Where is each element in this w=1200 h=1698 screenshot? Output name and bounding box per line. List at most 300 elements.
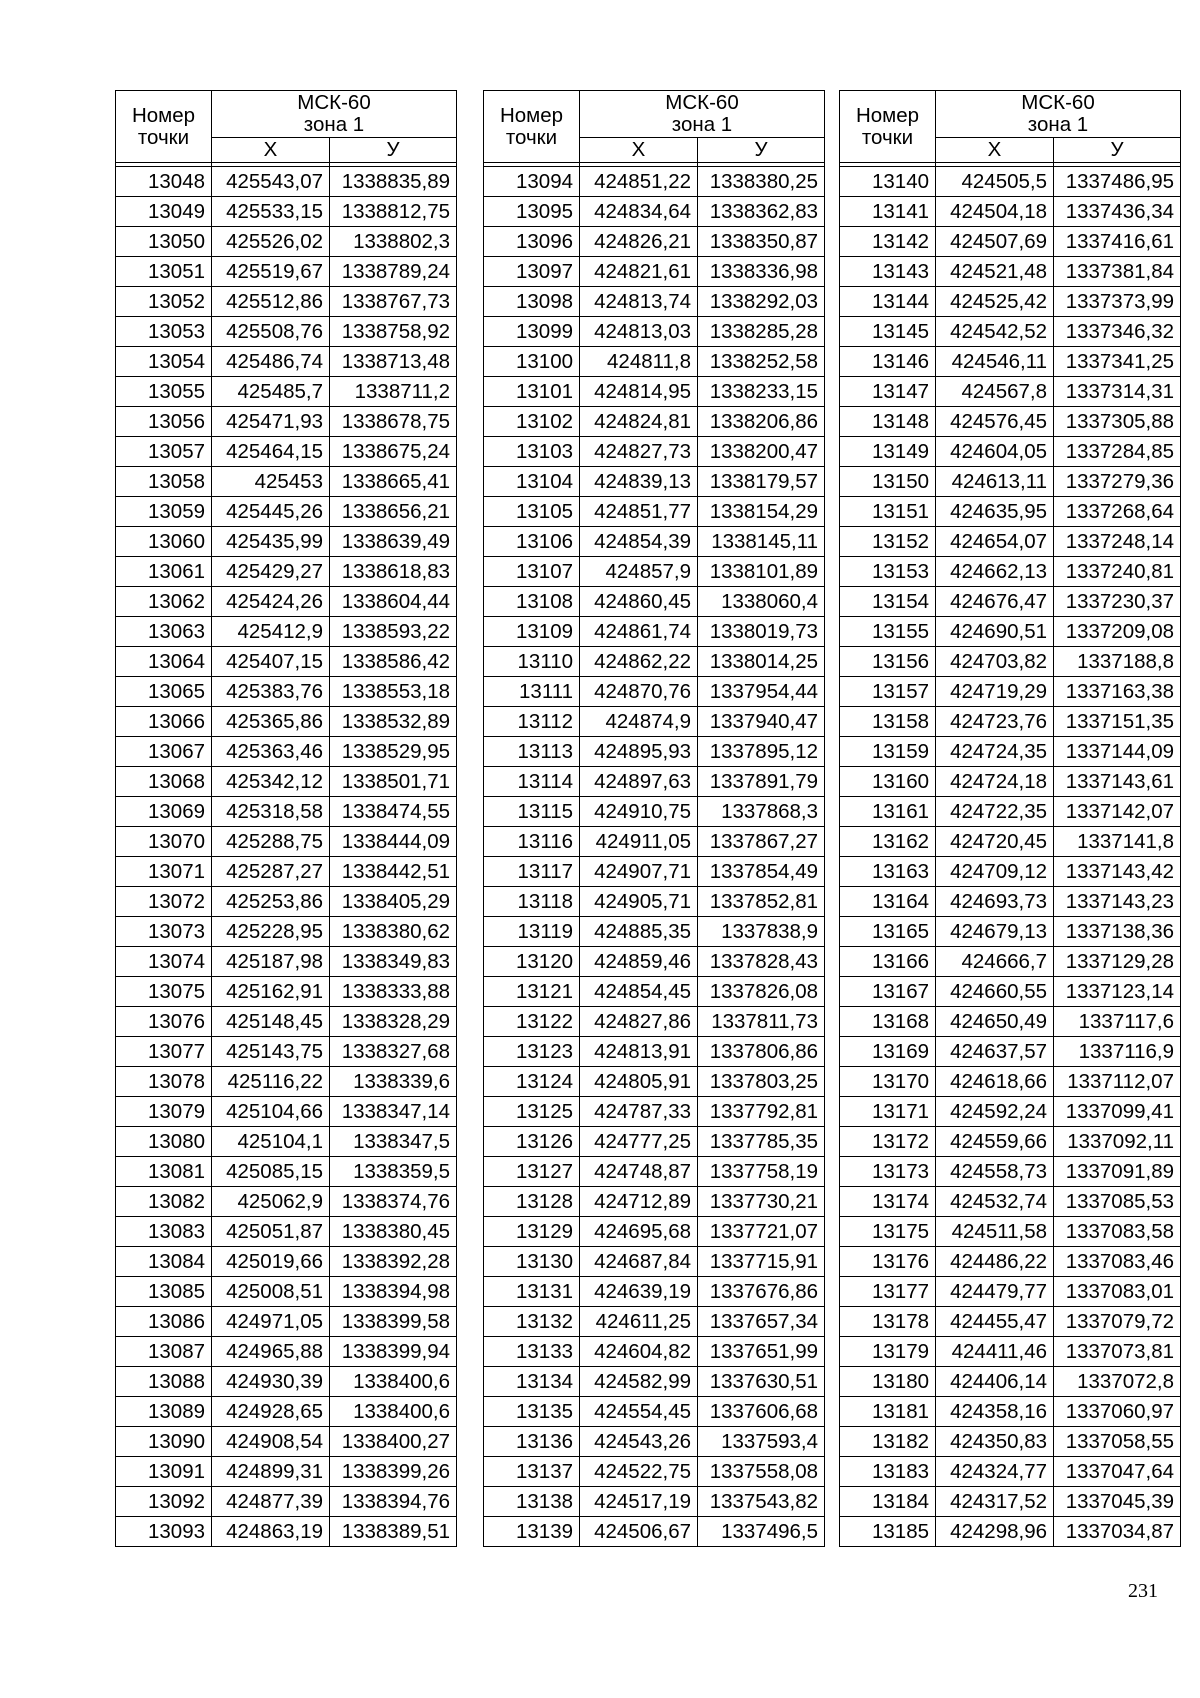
y-coordinate-cell: 1337116,9 <box>1054 1037 1181 1067</box>
x-coordinate-cell: 424324,77 <box>936 1457 1054 1487</box>
y-coordinate-cell: 1337091,89 <box>1054 1157 1181 1187</box>
table-row <box>484 407 825 437</box>
x-coordinate-cell: 425526,02 <box>212 227 330 257</box>
table-row <box>116 797 457 827</box>
x-coordinate-cell: 424813,03 <box>580 317 698 347</box>
table-row <box>116 857 457 887</box>
x-coordinate-cell: 424826,21 <box>580 227 698 257</box>
y-coordinate-cell: 1338618,83 <box>330 557 457 587</box>
table-row <box>116 587 457 617</box>
table-row <box>484 1067 825 1097</box>
point-number-cell: 13121 <box>484 977 580 1007</box>
point-number-cell: 13048 <box>116 167 212 197</box>
y-coordinate-cell: 1338374,76 <box>330 1187 457 1217</box>
y-coordinate-cell: 1338233,15 <box>698 377 825 407</box>
y-coordinate-cell: 1338392,28 <box>330 1247 457 1277</box>
y-coordinate-cell: 1337117,6 <box>1054 1007 1181 1037</box>
point-number-cell: 13162 <box>840 827 936 857</box>
table-row <box>840 797 1181 827</box>
x-coordinate-cell: 424719,29 <box>936 677 1054 707</box>
x-coordinate-cell: 424910,75 <box>580 797 698 827</box>
table-row <box>484 287 825 317</box>
point-number-cell: 13161 <box>840 797 936 827</box>
point-number-cell: 13124 <box>484 1067 580 1097</box>
point-number-cell: 13091 <box>116 1457 212 1487</box>
y-coordinate-cell: 1338399,26 <box>330 1457 457 1487</box>
y-coordinate-cell: 1337279,36 <box>1054 467 1181 497</box>
y-coordinate-cell: 1338394,76 <box>330 1487 457 1517</box>
y-coordinate-cell: 1338442,51 <box>330 857 457 887</box>
y-coordinate-cell: 1337083,58 <box>1054 1217 1181 1247</box>
table-row <box>840 527 1181 557</box>
x-coordinate-cell: 425424,26 <box>212 587 330 617</box>
x-coordinate-cell: 424576,45 <box>936 407 1054 437</box>
point-number-cell: 13132 <box>484 1307 580 1337</box>
y-coordinate-cell: 1337792,81 <box>698 1097 825 1127</box>
x-coordinate-cell: 424787,33 <box>580 1097 698 1127</box>
y-coordinate-cell: 1337730,21 <box>698 1187 825 1217</box>
y-coordinate-cell: 1337803,25 <box>698 1067 825 1097</box>
x-coordinate-cell: 424317,52 <box>936 1487 1054 1517</box>
point-number-cell: 13139 <box>484 1517 580 1547</box>
table-row <box>840 227 1181 257</box>
table-row <box>484 257 825 287</box>
table-row <box>484 467 825 497</box>
point-number-cell: 13082 <box>116 1187 212 1217</box>
point-number-cell: 13102 <box>484 407 580 437</box>
x-coordinate-cell: 424554,45 <box>580 1397 698 1427</box>
x-coordinate-cell: 424703,82 <box>936 647 1054 677</box>
x-coordinate-cell: 424720,45 <box>936 827 1054 857</box>
point-number-cell: 13109 <box>484 617 580 647</box>
y-coordinate-cell: 1337651,99 <box>698 1337 825 1367</box>
x-column-header: Х <box>580 138 698 163</box>
y-coordinate-cell: 1338399,58 <box>330 1307 457 1337</box>
point-number-cell: 13180 <box>840 1367 936 1397</box>
y-coordinate-cell: 1338347,14 <box>330 1097 457 1127</box>
y-coordinate-cell: 1337144,09 <box>1054 737 1181 767</box>
table-row <box>116 437 457 467</box>
x-coordinate-cell: 424930,39 <box>212 1367 330 1397</box>
point-number-cell: 13112 <box>484 707 580 737</box>
x-coordinate-cell: 425365,86 <box>212 707 330 737</box>
x-coordinate-cell: 425051,87 <box>212 1217 330 1247</box>
table-body <box>116 163 457 1547</box>
y-coordinate-cell: 1337811,73 <box>698 1007 825 1037</box>
y-coordinate-cell: 1337073,81 <box>1054 1337 1181 1367</box>
table-row <box>840 1337 1181 1367</box>
y-coordinate-cell: 1337721,07 <box>698 1217 825 1247</box>
y-coordinate-cell: 1337895,12 <box>698 737 825 767</box>
x-coordinate-cell: 424851,22 <box>580 167 698 197</box>
y-column-header: У <box>1054 138 1181 163</box>
x-coordinate-cell: 425383,76 <box>212 677 330 707</box>
x-coordinate-cell: 424411,46 <box>936 1337 1054 1367</box>
y-coordinate-cell: 1338327,68 <box>330 1037 457 1067</box>
x-coordinate-cell: 425104,1 <box>212 1127 330 1157</box>
table-row <box>116 1427 457 1457</box>
y-coordinate-cell: 1337112,07 <box>1054 1067 1181 1097</box>
point-number-cell: 13090 <box>116 1427 212 1457</box>
x-coordinate-cell: 425253,86 <box>212 887 330 917</box>
y-coordinate-cell: 1338362,83 <box>698 197 825 227</box>
point-number-cell: 13134 <box>484 1367 580 1397</box>
table-row <box>484 737 825 767</box>
point-number-cell: 13103 <box>484 437 580 467</box>
x-coordinate-cell: 425464,15 <box>212 437 330 467</box>
y-coordinate-cell: 1338586,42 <box>330 647 457 677</box>
table-row <box>840 977 1181 1007</box>
y-coordinate-cell: 1337305,88 <box>1054 407 1181 437</box>
table-row <box>840 1097 1181 1127</box>
point-number-cell: 13110 <box>484 647 580 677</box>
system-zone: зона 1 <box>1027 113 1089 136</box>
point-number-cell: 13157 <box>840 677 936 707</box>
y-coordinate-cell: 1338060,4 <box>698 587 825 617</box>
point-number-cell: 13122 <box>484 1007 580 1037</box>
point-number-cell: 13065 <box>116 677 212 707</box>
point-number-cell: 13113 <box>484 737 580 767</box>
point-number-cell: 13146 <box>840 347 936 377</box>
y-coordinate-cell: 1338553,18 <box>330 677 457 707</box>
point-number-cell: 13185 <box>840 1517 936 1547</box>
y-coordinate-cell: 1337209,08 <box>1054 617 1181 647</box>
table-row <box>116 1457 457 1487</box>
table-row <box>484 1487 825 1517</box>
table-row <box>484 317 825 347</box>
x-coordinate-cell: 424505,5 <box>936 167 1054 197</box>
table-row <box>840 1367 1181 1397</box>
x-coordinate-cell: 424814,95 <box>580 377 698 407</box>
coordinate-system-header <box>212 91 457 138</box>
table-row <box>840 1187 1181 1217</box>
table-row <box>484 1127 825 1157</box>
x-coordinate-cell: 424690,51 <box>936 617 1054 647</box>
x-coordinate-cell: 424506,67 <box>580 1517 698 1547</box>
x-coordinate-cell: 424517,19 <box>580 1487 698 1517</box>
point-number-cell: 13164 <box>840 887 936 917</box>
y-coordinate-cell: 1338380,45 <box>330 1217 457 1247</box>
point-number-cell: 13165 <box>840 917 936 947</box>
table-row <box>840 437 1181 467</box>
point-number-cell: 13159 <box>840 737 936 767</box>
y-coordinate-cell: 1337034,87 <box>1054 1517 1181 1547</box>
table-row <box>840 1037 1181 1067</box>
table-row <box>116 527 457 557</box>
table-row <box>484 437 825 467</box>
table-row <box>840 1067 1181 1097</box>
y-coordinate-cell: 1337047,64 <box>1054 1457 1181 1487</box>
y-coordinate-cell: 1338444,09 <box>330 827 457 857</box>
table-row <box>116 707 457 737</box>
system-name: МСК-60 <box>1021 91 1095 114</box>
point-number-cell: 13085 <box>116 1277 212 1307</box>
point-number-cell: 13066 <box>116 707 212 737</box>
point-number-cell: 13138 <box>484 1487 580 1517</box>
point-number-cell: 13156 <box>840 647 936 677</box>
x-coordinate-cell: 425363,46 <box>212 737 330 767</box>
x-coordinate-cell: 424777,25 <box>580 1127 698 1157</box>
y-coordinate-cell: 1338767,73 <box>330 287 457 317</box>
table-row <box>840 617 1181 647</box>
table-row <box>484 227 825 257</box>
y-coordinate-cell: 1338501,71 <box>330 767 457 797</box>
x-coordinate-cell: 425104,66 <box>212 1097 330 1127</box>
y-coordinate-cell: 1338019,73 <box>698 617 825 647</box>
point-number-cell: 13089 <box>116 1397 212 1427</box>
table-row <box>116 1007 457 1037</box>
x-coordinate-cell: 424859,46 <box>580 947 698 977</box>
y-coordinate-cell: 1337436,34 <box>1054 197 1181 227</box>
point-number-cell: 13114 <box>484 767 580 797</box>
point-number-cell: 13107 <box>484 557 580 587</box>
table-row <box>840 1127 1181 1157</box>
y-coordinate-cell: 1337676,86 <box>698 1277 825 1307</box>
point-number-cell: 13178 <box>840 1307 936 1337</box>
point-number-cell: 13175 <box>840 1217 936 1247</box>
x-coordinate-cell: 425085,15 <box>212 1157 330 1187</box>
y-coordinate-cell: 1338656,21 <box>330 497 457 527</box>
y-coordinate-cell: 1337188,8 <box>1054 647 1181 677</box>
point-number-cell: 13080 <box>116 1127 212 1157</box>
y-coordinate-cell: 1337838,9 <box>698 917 825 947</box>
x-coordinate-cell: 424542,52 <box>936 317 1054 347</box>
point-number-cell: 13111 <box>484 677 580 707</box>
point-number-cell: 13078 <box>116 1067 212 1097</box>
table-row <box>484 1097 825 1127</box>
x-coordinate-cell: 424567,8 <box>936 377 1054 407</box>
x-coordinate-cell: 424558,73 <box>936 1157 1054 1187</box>
y-coordinate-cell: 1337129,28 <box>1054 947 1181 977</box>
y-coordinate-cell: 1337828,43 <box>698 947 825 977</box>
x-coordinate-cell: 424486,22 <box>936 1247 1054 1277</box>
point-number-cell: 13071 <box>116 857 212 887</box>
point-number-cell: 13176 <box>840 1247 936 1277</box>
y-coordinate-cell: 1337715,91 <box>698 1247 825 1277</box>
table-row <box>116 407 457 437</box>
point-number-cell: 13172 <box>840 1127 936 1157</box>
x-coordinate-cell: 424695,68 <box>580 1217 698 1247</box>
table-row <box>840 1427 1181 1457</box>
y-coordinate-cell: 1338400,6 <box>330 1367 457 1397</box>
point-number-header <box>116 91 212 163</box>
x-coordinate-cell: 424676,47 <box>936 587 1054 617</box>
x-coordinate-cell: 424406,14 <box>936 1367 1054 1397</box>
y-coordinate-cell: 1337558,08 <box>698 1457 825 1487</box>
table-row <box>484 347 825 377</box>
y-coordinate-cell: 1337416,61 <box>1054 227 1181 257</box>
x-coordinate-cell: 424723,76 <box>936 707 1054 737</box>
point-number-cell: 13079 <box>116 1097 212 1127</box>
point-number-cell: 13137 <box>484 1457 580 1487</box>
y-coordinate-cell: 1338389,51 <box>330 1517 457 1547</box>
y-coordinate-cell: 1337854,49 <box>698 857 825 887</box>
y-coordinate-cell: 1337346,32 <box>1054 317 1181 347</box>
y-coordinate-cell: 1337163,38 <box>1054 677 1181 707</box>
coordinate-system-header <box>936 91 1181 138</box>
x-coordinate-cell: 425445,26 <box>212 497 330 527</box>
x-coordinate-cell: 425148,45 <box>212 1007 330 1037</box>
point-number-cell: 13148 <box>840 407 936 437</box>
table-row <box>116 1337 457 1367</box>
table-row <box>116 947 457 977</box>
y-coordinate-cell: 1337630,51 <box>698 1367 825 1397</box>
y-coordinate-cell: 1338678,75 <box>330 407 457 437</box>
point-number-cell: 13149 <box>840 437 936 467</box>
point-number-cell: 13115 <box>484 797 580 827</box>
point-number-cell: 13054 <box>116 347 212 377</box>
y-coordinate-cell: 1337826,08 <box>698 977 825 1007</box>
point-number-cell: 13170 <box>840 1067 936 1097</box>
table-row <box>116 647 457 677</box>
y-coordinate-cell: 1337806,86 <box>698 1037 825 1067</box>
y-coordinate-cell: 1338101,89 <box>698 557 825 587</box>
table-body <box>484 163 825 1547</box>
table-row <box>840 467 1181 497</box>
x-coordinate-cell: 424827,73 <box>580 437 698 467</box>
x-coordinate-cell: 424899,31 <box>212 1457 330 1487</box>
y-coordinate-cell: 1338200,47 <box>698 437 825 467</box>
y-coordinate-cell: 1338145,11 <box>698 527 825 557</box>
table-row <box>840 1007 1181 1037</box>
y-coordinate-cell: 1338675,24 <box>330 437 457 467</box>
x-coordinate-cell: 424604,05 <box>936 437 1054 467</box>
point-label-line1: Номер <box>855 103 920 127</box>
x-coordinate-cell: 425453 <box>212 467 330 497</box>
x-coordinate-cell: 425512,86 <box>212 287 330 317</box>
table-row <box>484 1187 825 1217</box>
table-row <box>484 1427 825 1457</box>
table-row <box>840 407 1181 437</box>
x-coordinate-cell: 424611,25 <box>580 1307 698 1337</box>
point-number-header <box>484 91 580 163</box>
point-number-cell: 13141 <box>840 197 936 227</box>
point-number-cell: 13119 <box>484 917 580 947</box>
table-row <box>840 317 1181 347</box>
point-number-cell: 13153 <box>840 557 936 587</box>
y-coordinate-cell: 1337785,35 <box>698 1127 825 1157</box>
y-coordinate-cell: 1338405,29 <box>330 887 457 917</box>
table-row <box>484 617 825 647</box>
x-coordinate-cell: 424679,13 <box>936 917 1054 947</box>
table-row <box>116 227 457 257</box>
y-coordinate-cell: 1337083,46 <box>1054 1247 1181 1277</box>
x-coordinate-cell: 425143,75 <box>212 1037 330 1067</box>
table-row <box>484 887 825 917</box>
point-number-cell: 13169 <box>840 1037 936 1067</box>
y-coordinate-cell: 1337940,47 <box>698 707 825 737</box>
point-number-cell: 13144 <box>840 287 936 317</box>
table-row <box>484 1337 825 1367</box>
point-number-cell: 13077 <box>116 1037 212 1067</box>
x-coordinate-cell: 424811,8 <box>580 347 698 377</box>
y-coordinate-cell: 1337593,4 <box>698 1427 825 1457</box>
point-number-cell: 13084 <box>116 1247 212 1277</box>
point-number-cell: 13160 <box>840 767 936 797</box>
y-coordinate-cell: 1337284,85 <box>1054 437 1181 467</box>
y-coordinate-cell: 1338347,5 <box>330 1127 457 1157</box>
table-row <box>484 1367 825 1397</box>
table-row <box>840 1397 1181 1427</box>
x-coordinate-cell: 424813,91 <box>580 1037 698 1067</box>
point-number-cell: 13152 <box>840 527 936 557</box>
point-number-cell: 13049 <box>116 197 212 227</box>
point-number-cell: 13155 <box>840 617 936 647</box>
point-number-cell: 13118 <box>484 887 580 917</box>
y-coordinate-cell: 1337060,97 <box>1054 1397 1181 1427</box>
table-row <box>840 1277 1181 1307</box>
x-coordinate-cell: 424907,71 <box>580 857 698 887</box>
point-number-cell: 13067 <box>116 737 212 767</box>
point-number-cell: 13051 <box>116 257 212 287</box>
point-number-cell: 13099 <box>484 317 580 347</box>
table-row <box>840 497 1181 527</box>
point-number-cell: 13064 <box>116 647 212 677</box>
x-coordinate-cell: 424877,39 <box>212 1487 330 1517</box>
point-number-cell: 13133 <box>484 1337 580 1367</box>
y-coordinate-cell: 1338339,6 <box>330 1067 457 1097</box>
y-coordinate-cell: 1338604,44 <box>330 587 457 617</box>
point-number-cell: 13135 <box>484 1397 580 1427</box>
x-coordinate-cell: 425485,7 <box>212 377 330 407</box>
point-number-cell: 13061 <box>116 557 212 587</box>
point-number-cell: 13151 <box>840 497 936 527</box>
point-number-cell: 13129 <box>484 1217 580 1247</box>
x-coordinate-cell: 424824,81 <box>580 407 698 437</box>
y-coordinate-cell: 1338713,48 <box>330 347 457 377</box>
y-coordinate-cell: 1337314,31 <box>1054 377 1181 407</box>
x-coordinate-cell: 424543,26 <box>580 1427 698 1457</box>
y-coordinate-cell: 1338400,6 <box>330 1397 457 1427</box>
x-coordinate-cell: 424654,07 <box>936 527 1054 557</box>
table-row <box>840 587 1181 617</box>
x-coordinate-cell: 424897,63 <box>580 767 698 797</box>
point-number-cell: 13184 <box>840 1487 936 1517</box>
x-coordinate-cell: 424455,47 <box>936 1307 1054 1337</box>
x-coordinate-cell: 424928,65 <box>212 1397 330 1427</box>
y-coordinate-cell: 1338359,5 <box>330 1157 457 1187</box>
point-number-cell: 13174 <box>840 1187 936 1217</box>
x-coordinate-cell: 425162,91 <box>212 977 330 1007</box>
point-number-cell: 13131 <box>484 1277 580 1307</box>
table-row <box>840 827 1181 857</box>
table-body <box>840 163 1181 1547</box>
point-number-cell: 13179 <box>840 1337 936 1367</box>
point-number-cell: 13081 <box>116 1157 212 1187</box>
point-number-cell: 13158 <box>840 707 936 737</box>
point-number-cell: 13068 <box>116 767 212 797</box>
table-row <box>484 1517 825 1547</box>
table-row <box>840 707 1181 737</box>
table-row <box>116 1307 457 1337</box>
x-coordinate-cell: 425228,95 <box>212 917 330 947</box>
x-coordinate-cell: 424712,89 <box>580 1187 698 1217</box>
table-row <box>116 257 457 287</box>
page-number: 231 <box>1128 1580 1158 1602</box>
table-row <box>484 197 825 227</box>
table-row <box>116 497 457 527</box>
table-row <box>116 347 457 377</box>
x-coordinate-cell: 424908,54 <box>212 1427 330 1457</box>
x-coordinate-cell: 425429,27 <box>212 557 330 587</box>
table-row <box>116 287 457 317</box>
table-row <box>116 1517 457 1547</box>
x-coordinate-cell: 424857,9 <box>580 557 698 587</box>
table-row <box>484 1007 825 1037</box>
y-coordinate-cell: 1338154,29 <box>698 497 825 527</box>
table-header <box>484 91 825 163</box>
y-column-header: У <box>330 138 457 163</box>
